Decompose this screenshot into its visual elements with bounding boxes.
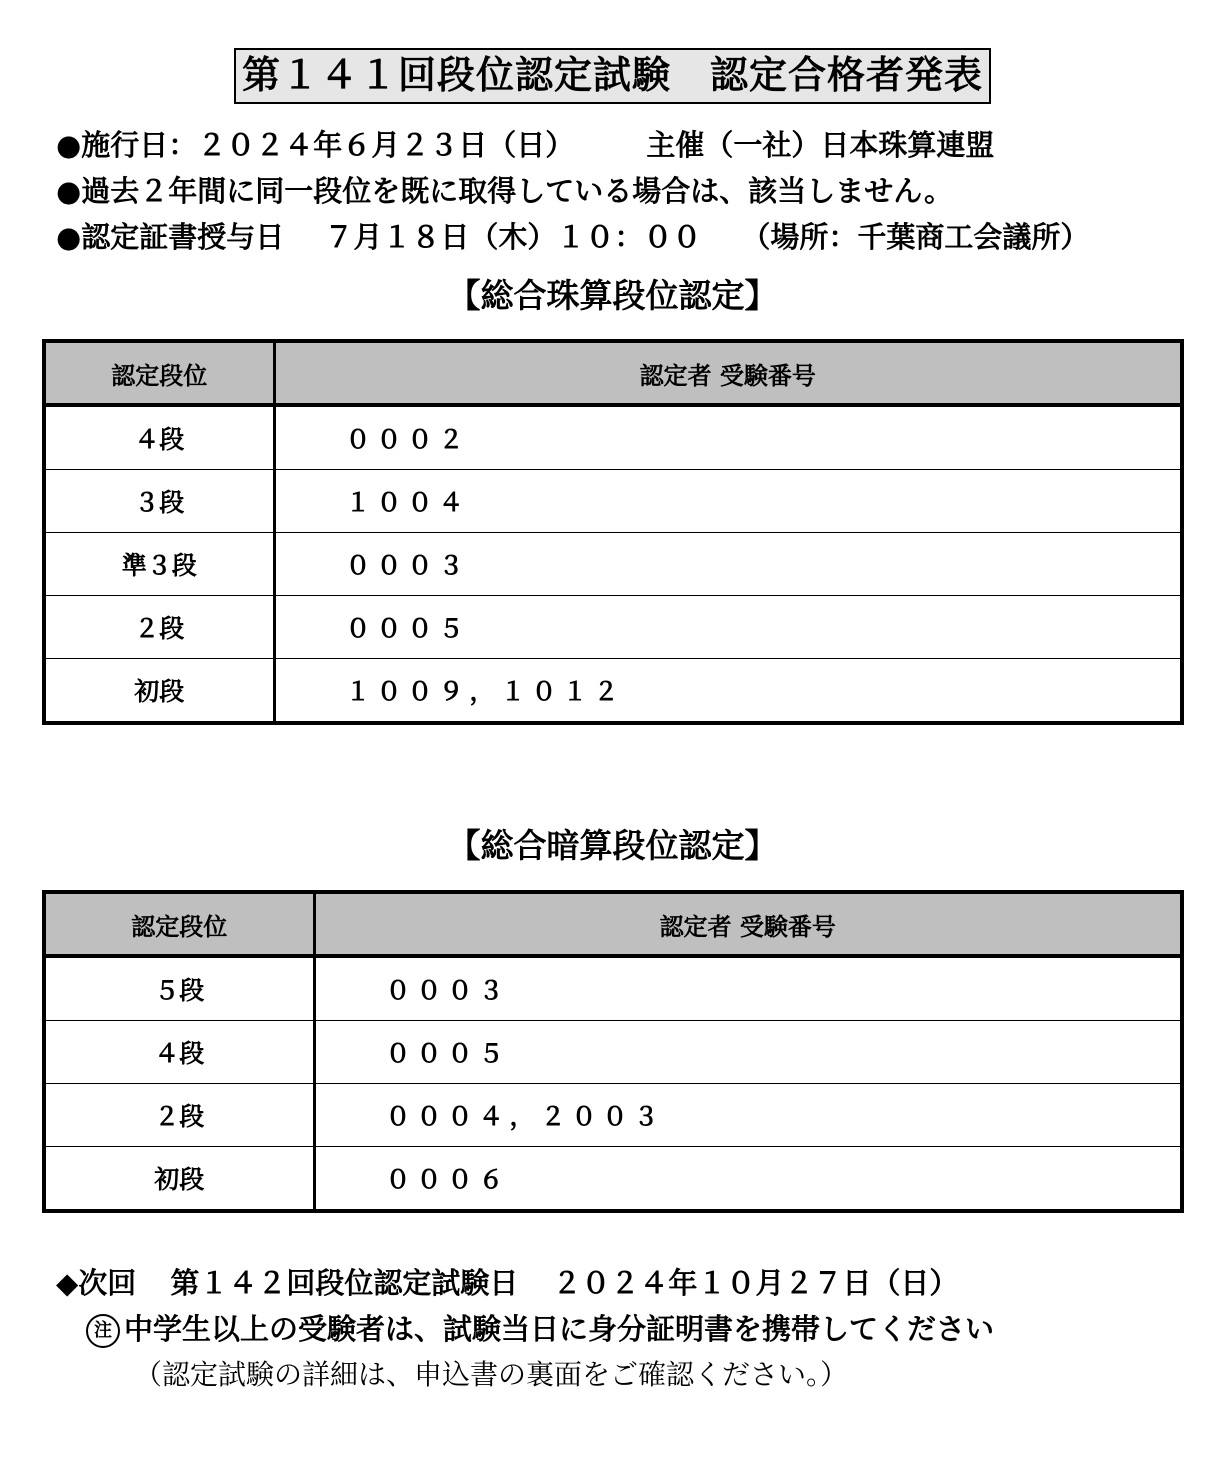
page-title: 第１４１回段位認定試験 認定合格者発表 [234,48,991,104]
title-container [0,48,1225,104]
anzan-results-table [42,890,1184,1213]
rank-cell: ４段 [44,405,274,470]
rank-cell: ５段 [44,956,314,1021]
table-row [44,1021,1182,1084]
numbers-cell: ０００３ [314,956,1182,1021]
numbers-cell: ０００２ [274,405,1182,470]
organizer: 主催（一社）日本珠算連盟 [646,128,995,162]
eligibility-note: ●過去２年間に同一段位を既に取得している場合は、該当しません。 [56,174,954,208]
exam-date-line [56,126,994,164]
table-row [44,1084,1182,1147]
next-date: ２０２４年１０月２７日（日） [552,1266,959,1300]
next-exam-line [56,1264,958,1302]
rank-cell: ２段 [44,596,274,659]
exam-date: ●施行日：２０２４年６月２３日（日） [56,128,575,162]
numbers-cell: ０００３ [274,533,1182,596]
table-header-row [44,341,1182,405]
numbers-cell: １００９，１０１２ [345,677,625,706]
rank-cell: 初段 [44,1147,314,1212]
table-row [44,533,1182,596]
section-title-anzan: 【総合暗算段位認定】 [447,826,778,865]
rank-cell: ２段 [44,1084,314,1147]
numbers-cell: ０００５ [274,596,1182,659]
rank-cell: 準３段 [44,533,274,596]
numbers-cell: ０００５ [314,1021,1182,1084]
rank-cell: 初段 [44,659,274,724]
soroban-results-table [42,339,1184,725]
rank-cell: ４段 [44,1021,314,1084]
rank-cell: ３段 [44,470,274,533]
id-note-line [86,1310,994,1348]
numbers-cell: １００４ [274,470,1182,533]
header-numbers: 認定者 受験番号 [314,892,1182,956]
table-row [44,1147,1182,1212]
table-row [44,956,1182,1021]
section-title-soroban: 【総合珠算段位認定】 [447,276,778,315]
ceremony-place: （場所：千葉商工会議所） [741,220,1090,254]
header-numbers: 認定者 受験番号 [274,341,1182,405]
details-note: （認定試験の詳細は、申込書の裏面をご確認ください。） [134,1358,849,1391]
next-exam: 第１４２回段位認定試験日 [170,1266,519,1300]
note-circle-icon: 注 [86,1314,120,1348]
next-label: ◆次回 [56,1266,137,1300]
numbers-cell: ０００４，２００３ [314,1084,1182,1147]
ceremony-line [56,218,1089,256]
table-row [44,659,1182,724]
header-rank: 認定段位 [44,341,274,405]
table-header-row [44,892,1182,956]
table-row [44,405,1182,470]
id-note-text: 中学生以上の受験者は、試験当日に身分証明書を携帯してください [124,1312,995,1346]
table-row [44,470,1182,533]
ceremony-label: ●認定証書授与日 [56,220,285,254]
table-row [44,596,1182,659]
ceremony-date: ７月１８日（木）１０：００ [324,220,702,254]
numbers-cell: ０００６ [385,1165,510,1194]
header-rank: 認定段位 [44,892,314,956]
